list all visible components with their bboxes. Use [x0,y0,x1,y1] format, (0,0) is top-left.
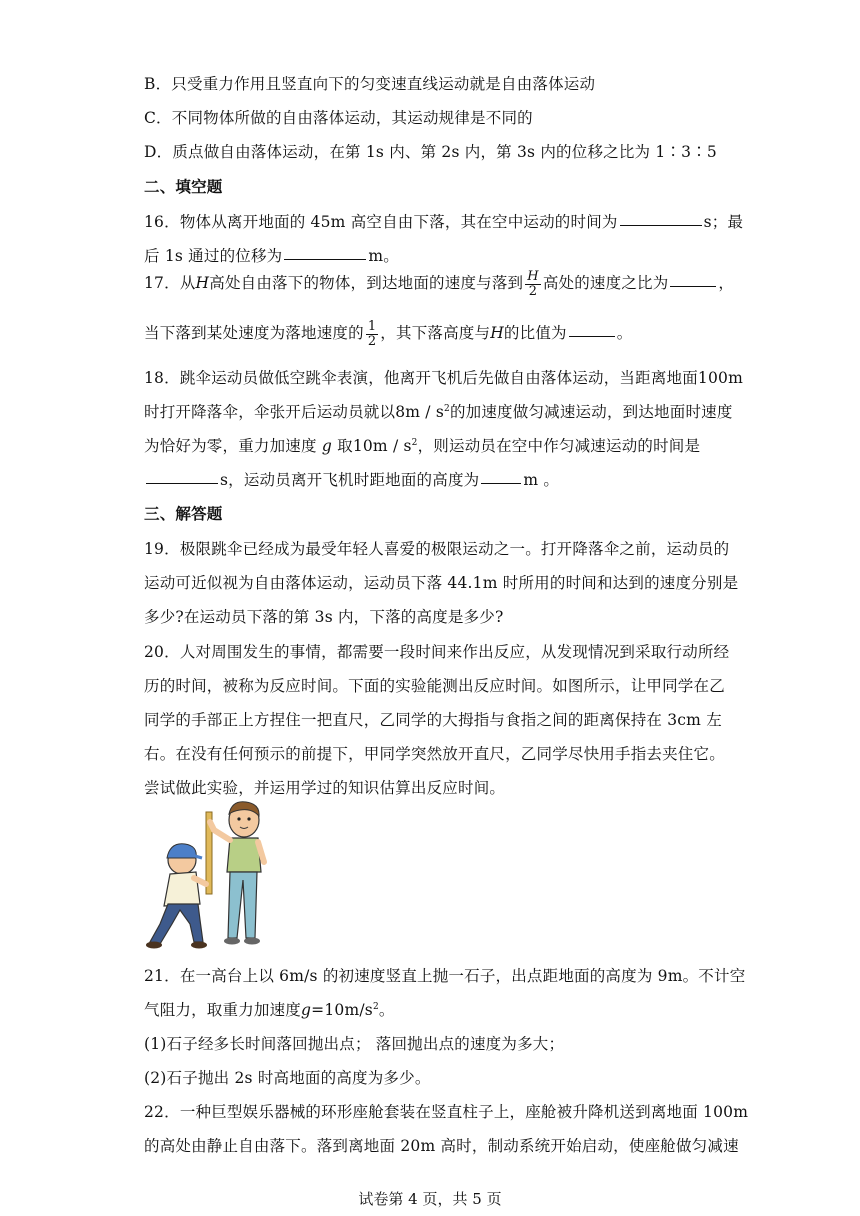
q18-text: 为恰好为零，重力加速度 [144,437,317,455]
q18-text: 的加速度做匀减速运动，到达地面时速度 [449,403,733,421]
q21-line2 [144,998,395,1020]
q17-text-c: 高处的速度之比为 [542,274,669,293]
answer-blank [620,224,702,226]
q18-text: ，则运动员在空中作匀减速运动的时间是 [417,437,701,455]
q16-line2 [144,244,399,266]
answer-blank [146,482,218,484]
q17-line1 [144,270,734,298]
q21-part1: (1)石子经多长时间落回抛出点； 落回抛出点的速度为多大； [144,1035,565,1053]
gravity-value: 10m / s [352,437,412,455]
q21-text: 。 [378,1001,395,1019]
q20-line4: 右。在没有任何预示的前提下，甲同学突然放开直尺，乙同学尽快用手指去夹住它。 [144,745,725,763]
q17-text-f: ，其下落高度与 [380,324,491,343]
var-g: g [321,437,332,455]
q20-line3: 同学的手部正上方捏住一把直尺，乙同学的大拇指与食指之间的距离保持在 3cm 左 [144,711,722,729]
q18-line4 [144,468,559,490]
q22-line2: 的高处由静止自由落下。落到离地面 20m 高时，制动系统开始启动，使座舱做匀减速 [144,1137,739,1155]
var-g: g [301,1001,312,1019]
acceleration-value: 8m / s [395,403,444,421]
q17-text-b: 高处自由落下的物体，到达地面的速度与落到 [209,274,524,293]
q16-text-a: 16．物体从离开地面的 45m 高空自由下落，其在空中运动的时间为 [144,213,618,231]
q17-text-d: ， [718,274,735,293]
fraction-numerator: 1 [367,319,377,334]
q18-text: 取 [337,437,353,455]
q17-text-a: 17．从 [144,274,196,293]
fraction-numerator: H [527,269,539,284]
q21-text: =10m/s [311,1001,373,1019]
superscript: 2 [411,437,418,448]
superscript: 2 [372,1001,379,1012]
q18-text: 时打开降落伞，伞张开后运动员就以 [144,403,396,421]
answer-blank [481,482,521,484]
q19-line2: 运动可近似视为自由落体运动，运动员下落 44.1m 时所用的时间和达到的速度分别是 [144,574,739,592]
q15-option-d: D．质点做自由落体运动，在第 1s 内、第 2s 内，第 3s 内的位移之比为 1∶3∶5 [144,143,717,161]
q16-text-c: 后 1s 通过的位移为 [144,247,283,265]
q18-line1: 18．跳伞运动员做低空跳伞表演，他离开飞机后先做自由落体运动，当距离地面100m [144,369,744,387]
q19-line1: 19．极限跳伞已经成为最受年轻人喜爱的极限运动之一。打开降落伞之前，运动员的 [144,540,730,558]
fraction-h-over-2 [525,270,541,298]
q21-part2: (2)石子抛出 2s 时高地面的高度为多少。 [144,1069,431,1087]
q20-line2: 历的时间，被称为反应时间。下面的实验能测出反应时间。如图所示，让甲同学在乙 [144,677,725,695]
q18-text: m 。 [523,471,560,489]
section-fill-in-blank: 二、填空题 [144,177,223,196]
fraction-denominator: 2 [367,333,377,349]
answer-blank [569,335,615,337]
fraction-denominator: 2 [528,283,538,299]
q15-option-b: B．只受重力作用且竖直向下的匀变速直线运动就是自由落体运动 [144,75,596,93]
q20-line1: 20．人对周围发生的事情，都需要一段时间来作出反应，从发现情况到采取行动所经 [144,643,730,661]
q18-text: s，运动员离开飞机时距地面的高度为 [220,471,480,489]
answer-blank [284,258,366,260]
reaction-time-experiment-illustration [140,800,280,950]
q17-line2 [144,320,632,348]
var-h: H [490,324,504,343]
section-solve: 三、解答题 [144,504,223,523]
q21-text: 气阻力，取重力加速度 [144,1001,302,1019]
q20-line5: 尝试做此实验，并运用学过的知识估算出反应时间。 [144,779,506,797]
var-h: H [195,274,210,293]
answer-blank [670,285,716,287]
q17-text-g: 的比值为 [503,324,567,343]
q16-text-b: s；最 [703,213,744,231]
q17-text-e: 当下落到某处速度为落地速度的 [144,324,364,343]
q19-line3: 多少?在运动员下落的第 3s 内，下落的高度是多少? [144,608,504,626]
page-footer: 试卷第 4 页，共 5 页 [358,1190,502,1208]
q22-line1: 22．一种巨型娱乐器械的环形座舱套装在竖直柱子上，座舱被升降机送到离地面 100m [144,1103,749,1121]
superscript: 2 [444,403,450,414]
q15-option-c: C．不同物体所做的自由落体运动，其运动规律是不同的 [144,109,533,127]
q17-text-h: 。 [616,324,633,343]
q21-line1: 21．在一高台上以 6m/s 的初速度竖直上抛一石子，出点距地面的高度为 9m。不计空 [144,967,746,985]
q16-text-d: m。 [368,247,399,265]
q16-line1 [144,210,743,232]
fraction-one-half [366,320,378,348]
q18-line2 [144,400,733,422]
q18-line3 [144,434,700,456]
